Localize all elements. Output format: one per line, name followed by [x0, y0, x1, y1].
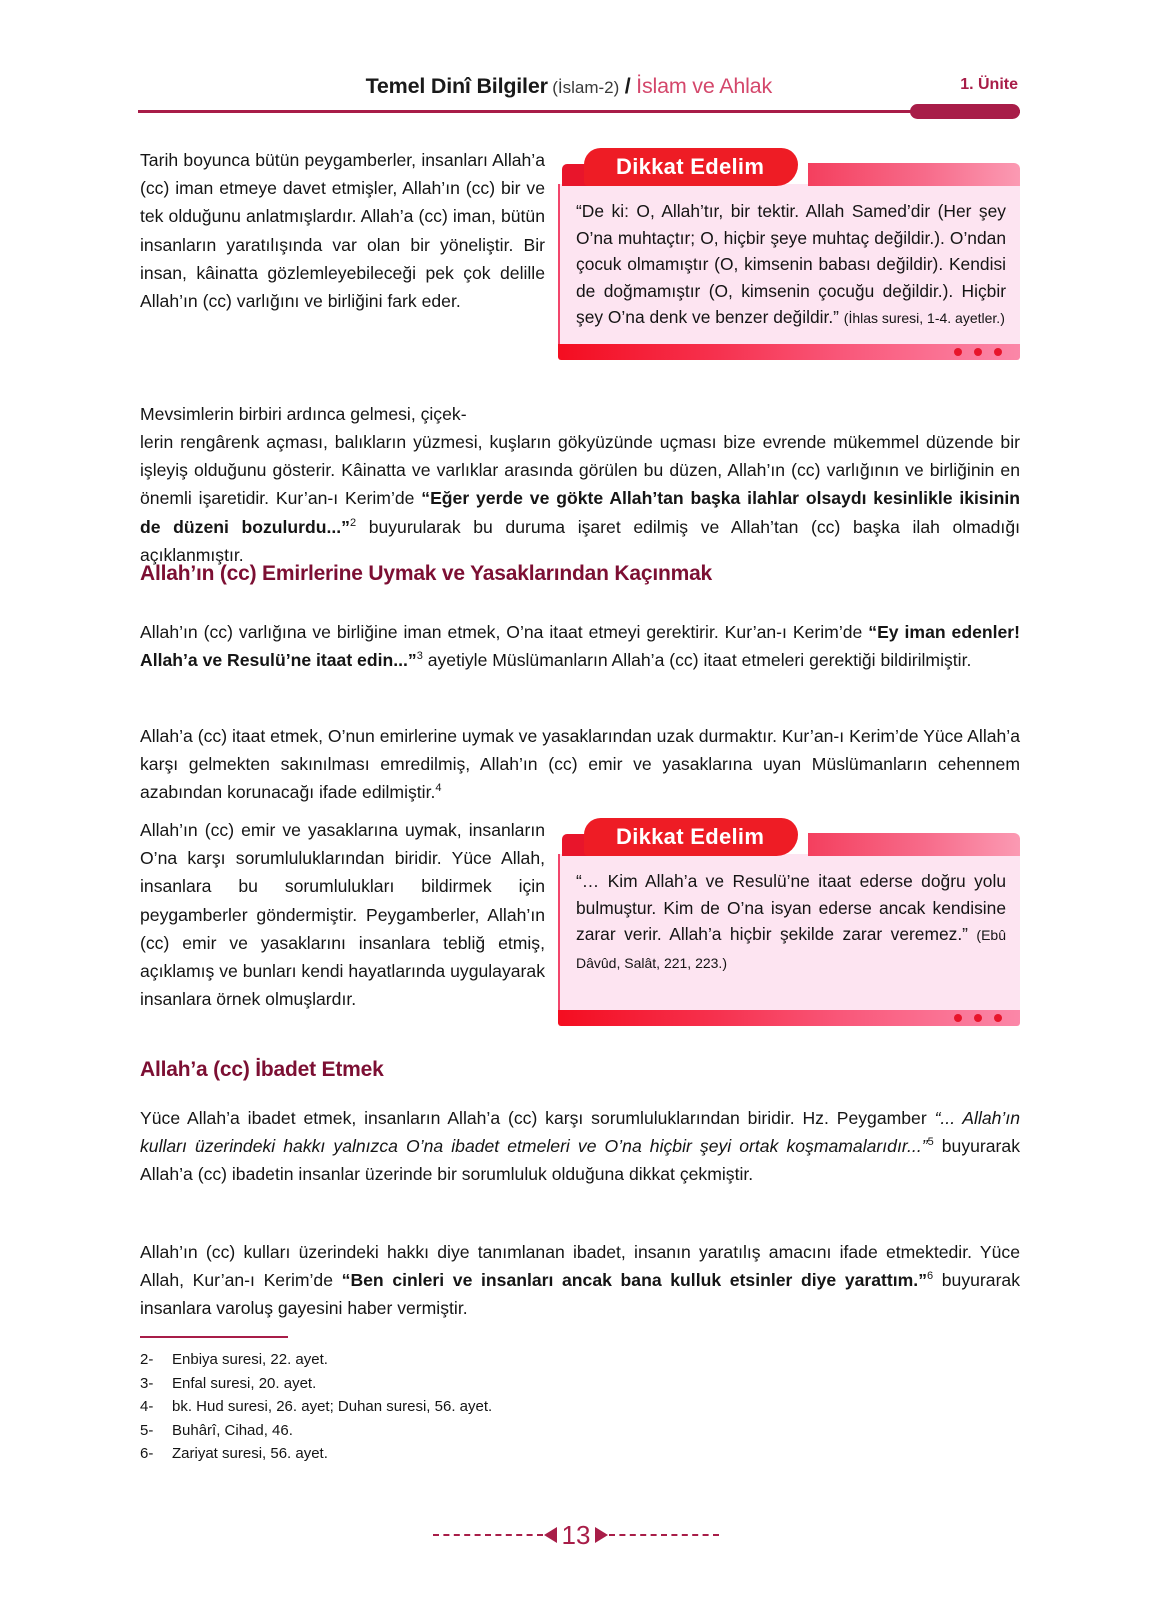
footnote-ref-6: 6 — [927, 1270, 934, 1283]
callout-1-quote: “De ki: O, Allah’tır, bir tektir. Allah Samed’dir (Her şey O’na muhtaçtır; O, hiçbir şeye muhtaç değildir.). O’ndan çocuk olmamıştır (O, kimsenin babası değildir). Kendisi de doğmamıştır (O, kimsenin çocuğu değildir.). Hiçbir şey O’na denk ve benzer değildir.” — [576, 201, 1006, 327]
callout-1-dot-3 — [994, 348, 1002, 356]
paragraph-4 — [140, 722, 1020, 807]
paragraph-2-quote: “Eğer yerde ve gökte Allah’tan başka ilahlar olsaydı kesinlikle ikisinin de düzeni bozulurdu...” — [140, 488, 1020, 537]
footnote-text: Enfal suresi, 20. ayet. — [172, 1374, 317, 1392]
header-title-slash: / — [624, 74, 631, 98]
footnote-text: Buhârî, Cihad, 46. — [172, 1421, 293, 1439]
page-number: 13 — [561, 1520, 591, 1550]
footnote-item — [140, 1348, 840, 1372]
footer-arrow-left-icon — [544, 1527, 557, 1543]
callout-2-title: Dikkat Edelim — [616, 824, 765, 849]
callout-1-top-rail — [808, 163, 1020, 186]
callout-1-title: Dikkat Edelim — [616, 154, 765, 179]
header-rule-cap — [910, 104, 1020, 119]
footnote-number: 6- — [140, 1445, 154, 1462]
paragraph-7-text-b: buyurarak insanlara varoluş gayesini haber vermiştir. — [140, 1270, 1021, 1319]
callout-2-tab-row — [558, 818, 1020, 856]
callout-2-source: (Ebû Dâvûd, Salât, 221, 223.) — [576, 927, 1006, 971]
paragraph-2-first-line: Mevsimlerin birbiri ardınca gelmesi, çiçek- — [140, 404, 467, 424]
footnote-number: 4- — [140, 1398, 154, 1415]
footnote-text: Zariyat suresi, 56. ayet. — [172, 1445, 328, 1462]
paragraph-7-text-a: Allah’ın (cc) kulları üzerindeki hakkı diye tanımlanan ibadet, insanın yaratılış amacını ifade etmektedir. Yüce Allah, Kur’an-ı Kerim’de — [140, 1242, 1020, 1291]
footnote-item — [140, 1442, 840, 1466]
footnote-number: 2- — [140, 1351, 154, 1368]
unit-label: 1. Ünite — [960, 76, 1018, 93]
callout-1-footer-bar — [558, 344, 1020, 360]
footer-dash-right — [609, 1534, 719, 1536]
callout-2-tab — [584, 818, 798, 856]
paragraph-6-hadith: “... Allah’ın kulları üzerindeki hakkı yalnızca O’na ibadet etmeleri ve O’na hiçbir şeyi ortak koşmamalarıdır...” — [140, 1108, 1021, 1157]
paragraph-7-quote: “Ben cinleri ve insanları ancak bana kulluk etsinler diye yarattım.” — [341, 1270, 927, 1291]
paragraph-6-text-a: Yüce Allah’a ibadet etmek, insanların Allah’a (cc) karşı sorumluluklarından biridir. Hz. Peygamber — [140, 1108, 935, 1128]
footnote-number: 3- — [140, 1374, 154, 1392]
callout-box-1 — [558, 148, 1020, 360]
paragraph-3-quote: “Ey iman edenler! Allah’a ve Resulü’ne itaat edin...” — [140, 622, 1020, 671]
paragraph-1: Tarih boyunca bütün peygamberler, insanları Allah’a (cc) iman etmeye davet etmişler, Allah’ın (cc) bir ve tek olduğunu anlatmışlardır. Allah’a (cc) iman, bütün insanların yaratılışında var olan bir yöneliştir. Bir insan, kâinatta gözlemleyebileceği pek çok delille Allah’ın (cc) varlığını ve birliğini fark eder. — [140, 150, 545, 312]
callout-1-dot-2 — [974, 348, 982, 356]
footer-arrow-right-icon — [595, 1527, 608, 1543]
page-footer — [0, 1518, 1152, 1552]
paragraph-2-text-b: buyurularak bu duruma işaret edilmiş ve Allah’tan (cc) başka ilah olmadığı açıklanmıştır. — [140, 516, 1020, 565]
callout-2-quote: “… Kim Allah’a ve Resulü’ne itaat ederse doğru yolu bulmuştur. Kim de O’na isyan ederse ancak kendisine zarar verir. Allah’a hiçbir şekilde zarar veremez.” — [576, 871, 1006, 944]
callout-2-text-wrap — [576, 868, 1006, 976]
callout-2-dot-3 — [994, 1014, 1002, 1022]
header-title-sub: İslam ve Ahlak — [636, 74, 772, 98]
footnote-text: Enbiya suresi, 22. ayet. — [172, 1351, 328, 1368]
section-heading-2: Allah’a (cc) İbadet Etmek — [140, 1058, 384, 1081]
paragraph-6 — [140, 1104, 1020, 1189]
header-title-paren: (İslam-2) — [552, 78, 620, 97]
footnote-ref-5: 5 — [927, 1136, 934, 1149]
footnote-item — [140, 1372, 840, 1396]
header-title-main: Temel Dinî Bilgiler — [365, 74, 548, 98]
paragraph-2-text-a: lerin rengârenk açması, balıkların yüzmesi, kuşların gökyüzünde uçması bize evrende mükemmel düzende bir işleyiş olduğunu gösterir. Kâinatta ve varlıklar arasında görülen bu düzen, Allah’ın (cc) varlığının ve birliğinin en önemli işaretidir. Kur’an-ı Kerim’de — [140, 432, 1020, 509]
footnote-list — [140, 1348, 840, 1466]
callout-1-tab-row — [558, 148, 1020, 186]
header-title — [366, 74, 772, 99]
callout-1-source: (İhlas suresi, 1-4. ayetler.) — [843, 310, 1005, 326]
footer-dash-left — [433, 1534, 543, 1536]
callout-2-top-rail — [808, 833, 1020, 856]
paragraph-4-text: Allah’a (cc) itaat etmek, O’nun emirlerine uymak ve yasaklarından uzak durmaktır. Kur’an-ı Kerim’de Yüce Allah’a karşı gelmekten sakınılması emredilmiş, Allah’ın (cc) emir ve yasaklarına uyan Müslümanların cehennem azabından korunacağı ifade edilmiştir. — [140, 726, 1020, 803]
footnote-item — [140, 1395, 840, 1419]
callout-1-dot-1 — [954, 348, 962, 356]
paragraph-3-text-b: ayetiyle Müslümanların Allah’a (cc) itaat etmeleri gerektiği bildirilmiştir. — [422, 650, 972, 671]
paragraph-3-text-a: Allah’ın (cc) varlığına ve birliğine iman etmek, O’na itaat etmeyi gerektirir. Kur’an-ı Kerim’de — [140, 622, 869, 642]
callout-2-dot-2 — [974, 1014, 982, 1022]
paragraph-3 — [140, 618, 1020, 674]
paragraph-2-rest — [140, 428, 1020, 569]
callout-2-footer-bar — [558, 1010, 1020, 1026]
paragraph-7 — [140, 1238, 1020, 1323]
section-heading-1: Allah’ın (cc) Emirlerine Uymak ve Yasaklarından Kaçınmak — [140, 562, 713, 585]
page-header — [138, 72, 1020, 118]
footnote-divider-rule — [140, 1336, 288, 1338]
callout-1-body — [558, 184, 1020, 344]
header-divider-rule — [138, 110, 1020, 113]
callout-1-text-wrap — [576, 198, 1006, 332]
footnote-number: 5- — [140, 1421, 154, 1439]
paragraph-6-text-b: buyurarak Allah’a (cc) ibadetin insanlar üzerinde bir sorumluluk olduğuna dikkat çekmiştir. — [140, 1136, 1020, 1185]
paragraph-5: Allah’ın (cc) emir ve yasaklarına uymak, insanların O’na karşı sorumluluklarından biridir. Yüce Allah, insanlara bu sorumlulukları bildirmek için peygamberler göndermiştir. Peygamberler, Allah’ın (cc) emir ve yasaklarını insanlara tebliğ etmiş, açıklamış ve bunları kendi hayatlarında uygulayarak insanlara örnek olmuşlardır. — [140, 820, 545, 1010]
footnote-ref-3: 3 — [416, 650, 423, 663]
footnote-item — [140, 1419, 840, 1443]
footnote-ref-2: 2 — [349, 516, 357, 529]
footnote-text: bk. Hud suresi, 26. ayet; Duhan suresi, 56. ayet. — [172, 1398, 493, 1415]
callout-2-dot-1 — [954, 1014, 962, 1022]
callout-2-body — [558, 854, 1020, 1010]
footnote-ref-4: 4 — [435, 782, 442, 795]
callout-1-tab — [584, 148, 798, 186]
callout-box-2 — [558, 818, 1020, 1026]
